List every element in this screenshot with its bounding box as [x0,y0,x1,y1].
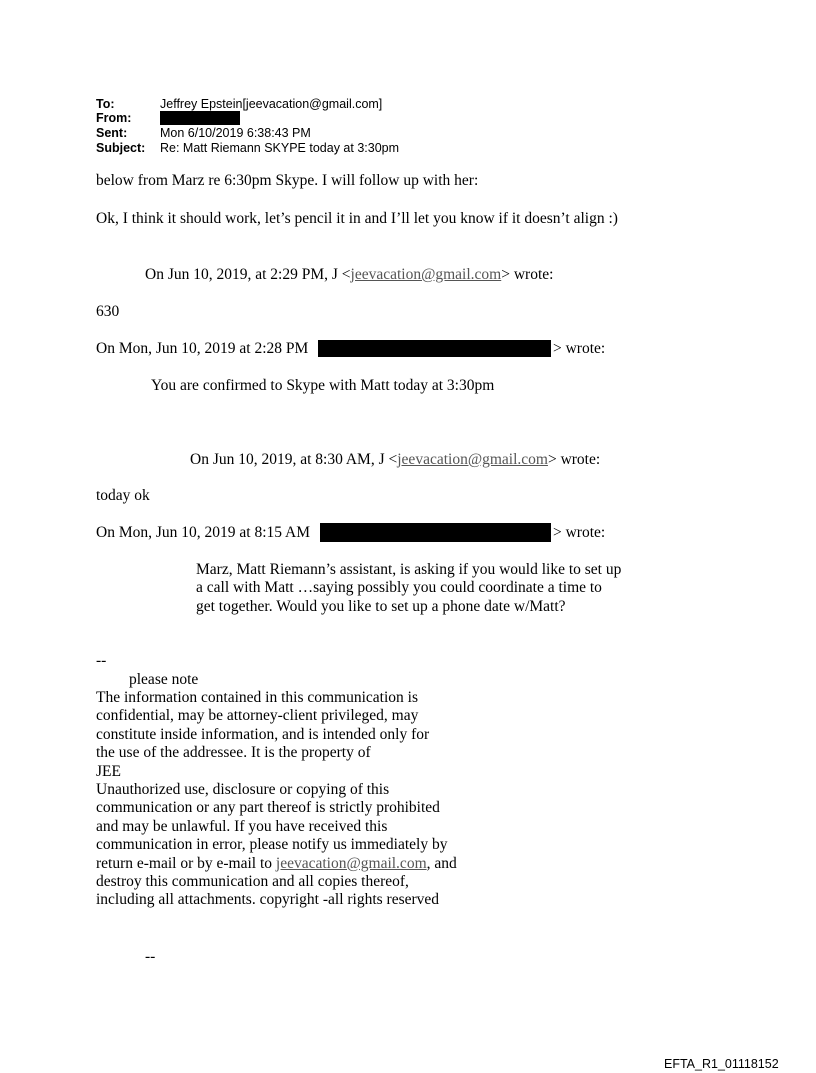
sent-label: Sent: [96,126,128,140]
disclaimer-line: confidential, may be attorney-client privileged, may [96,707,419,725]
quote-header-1-prefix: On Jun 10, 2019, at 2:29 PM, J < [145,266,351,283]
subject-label: Subject: [96,141,146,155]
disclaimer-line: JEE [96,762,121,780]
disclaimer-prefix: return e-mail or by e-mail to [96,854,276,872]
body-line-2: Ok, I think it should work, let’s pencil it in and I’ll let you know if it doesn’t align :) [96,210,618,227]
quote-header-2-prefix: On Mon, Jun 10, 2019 at 2:28 PM [96,340,309,357]
redaction-bar [160,111,240,125]
disclaimer-line: The information contained in this communication is [96,689,418,706]
redaction-bar [318,340,551,357]
from-label: From: [96,111,132,125]
body-line-1: below from Marz re 6:30pm Skype. I will follow up with her: [96,172,479,189]
disclaimer-line: destroy this communication and all copies thereof, [96,873,409,891]
sent-value: Mon 6/10/2019 6:38:43 PM [160,126,311,140]
separator-dashes: -- [96,652,107,669]
please-note: please note [129,671,199,688]
quote-header-3 [190,451,600,469]
disclaimer-suffix: , and [426,854,457,872]
to-label: To: [96,97,115,111]
marz-message [196,561,621,616]
disclaimer-line: constitute inside information, and is intended only for [96,725,430,743]
disclaimer-line: including all attachments. copyright -all rights reserved [96,891,440,909]
marz-line: get together. Would you like to set up a phone date w/Matt? [196,597,566,615]
quote-header-3-suffix: > wrote: [547,451,601,468]
confirm-line: You are confirmed to Skype with Matt today at 3:30pm [151,377,495,394]
disclaimer-line: communication in error, please notify us immediately by [96,836,448,854]
email-link[interactable]: jeevacation@gmail.com [350,266,502,283]
subject-value: Re: Matt Riemann SKYPE today at 3:30pm [160,141,400,155]
disclaimer-line: Unauthorized use, disclosure or copying of this [96,781,390,799]
disclaimer-line: the use of the addressee. It is the property of [96,744,371,762]
reply-today-ok: today ok [96,487,150,504]
quote-header-4-prefix: On Mon, Jun 10, 2019 at 8:15 AM [96,524,310,541]
disclaimer [96,689,457,910]
redaction-bar [320,523,551,542]
disclaimer-line: and may be unlawful. If you have received this [96,817,388,835]
marz-line: Marz, Matt Riemann’s assistant, is asking if you would like to set up [196,561,622,578]
quote-header-2-suffix: > wrote: [553,340,606,357]
quote-header-1 [145,266,553,284]
quote-header-4-suffix: > wrote: [553,524,606,541]
quote-header-1-suffix: > wrote: [501,266,554,283]
document-id: EFTA_R1_01118152 [664,1057,779,1071]
marz-line: a call with Matt …saying possibly you could coordinate a time to [196,579,602,597]
quote-header-3-prefix: On Jun 10, 2019, at 8:30 AM, J < [190,451,398,468]
to-value: Jeffrey Epstein[jeevacation@gmail.com] [160,97,383,111]
separator-dashes: -- [145,948,156,965]
disclaimer-line: communication or any part thereof is strictly prohibited [96,799,440,817]
disclaimer-line-email [96,855,457,873]
email-link[interactable]: jeevacation@gmail.com [275,854,427,872]
reply-630: 630 [96,303,120,320]
email-link[interactable]: jeevacation@gmail.com [397,451,548,468]
